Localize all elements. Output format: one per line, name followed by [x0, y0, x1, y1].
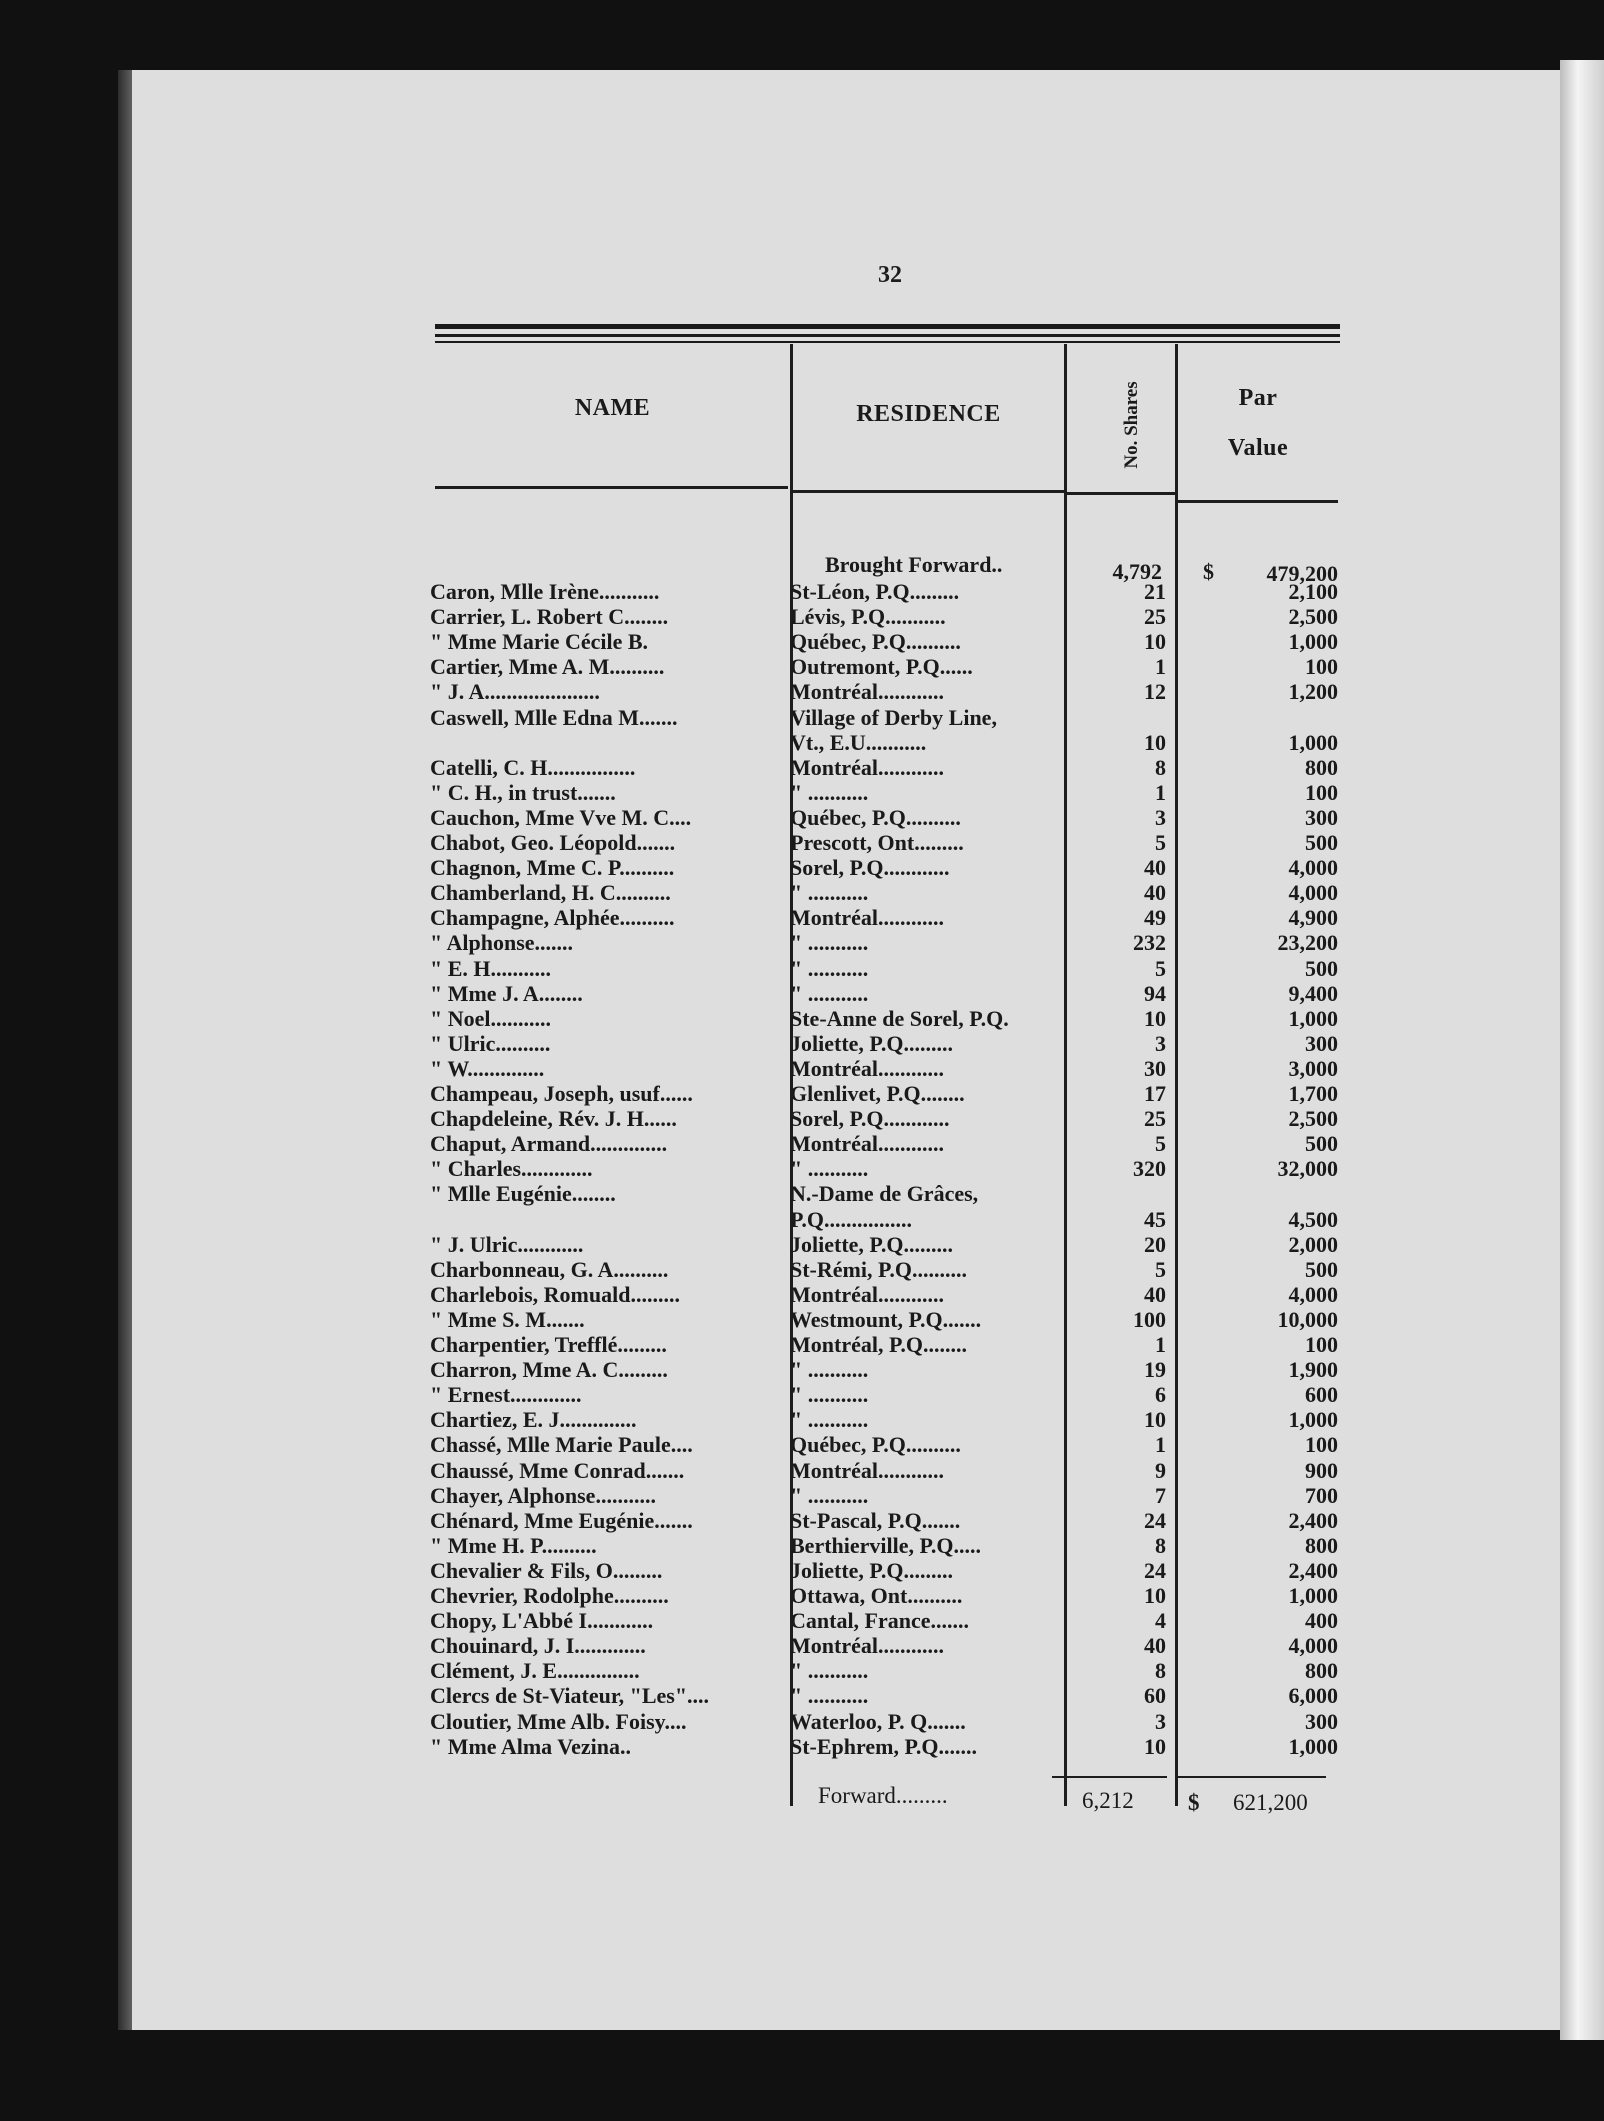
row-residence: Lévis, P.Q...........: [790, 605, 946, 629]
row-residence: Québec, P.Q..........: [790, 806, 961, 830]
row-shares: 10: [1144, 1735, 1166, 1759]
row-shares: 10: [1144, 1584, 1166, 1608]
row-residence: " ...........: [790, 881, 869, 905]
row-shares: 10: [1144, 731, 1166, 755]
row-name: Clercs de St-Viateur, "Les"....: [430, 1684, 710, 1708]
row-shares: 9: [1155, 1459, 1166, 1483]
row-residence: Westmount, P.Q.......: [790, 1308, 982, 1332]
row-residence: Montréal............: [790, 1057, 944, 1081]
row-name: Champagne, Alphée..........: [430, 906, 675, 930]
row-value: 500: [1305, 1258, 1338, 1282]
row-shares: 10: [1144, 1408, 1166, 1432]
row-value: 2,500: [1288, 1107, 1338, 1131]
row-name: " Charles.............: [430, 1157, 593, 1181]
header-underline-shares: [1067, 492, 1175, 495]
row-shares: 1: [1155, 655, 1166, 679]
row-name: " Mme S. M.......: [430, 1308, 585, 1332]
row-residence: Montréal............: [790, 1132, 944, 1156]
row-residence: St-Léon, P.Q.........: [790, 580, 960, 604]
row-residence: " ...........: [790, 1408, 869, 1432]
row-residence: " ...........: [790, 781, 869, 805]
row-shares: 232: [1133, 931, 1166, 955]
row-shares: 6: [1155, 1383, 1166, 1407]
row-name: " Ulric..........: [430, 1032, 551, 1056]
row-residence: Ste-Anne de Sorel, P.Q.: [790, 1007, 1009, 1031]
row-shares: 40: [1144, 881, 1166, 905]
row-residence: Vt., E.U...........: [790, 731, 927, 755]
row-residence: Montréal, P.Q........: [790, 1333, 967, 1357]
row-residence: Montréal............: [790, 1283, 944, 1307]
row-value: 1,200: [1288, 680, 1338, 704]
row-name: Chartiez, E. J..............: [430, 1408, 637, 1432]
row-residence: Joliette, P.Q.........: [790, 1032, 953, 1056]
row-residence: St-Ephrem, P.Q.......: [790, 1735, 978, 1759]
header-residence: RESIDENCE: [856, 401, 1001, 427]
row-residence: Prescott, Ont.........: [790, 831, 964, 855]
row-value: 600: [1305, 1383, 1338, 1407]
row-name: Caswell, Mlle Edna M.......: [430, 706, 678, 730]
row-name: Chevrier, Rodolphe..........: [430, 1584, 669, 1608]
row-shares: 10: [1144, 630, 1166, 654]
row-shares: 21: [1144, 580, 1166, 604]
row-value: 2,500: [1288, 605, 1338, 629]
row-name: " E. H...........: [430, 957, 551, 981]
row-residence: Ottawa, Ont..........: [790, 1584, 963, 1608]
row-residence: P.Q................: [790, 1208, 913, 1232]
row-residence: Outremont, P.Q......: [790, 655, 973, 679]
row-residence: Montréal............: [790, 906, 944, 930]
row-value: 500: [1305, 831, 1338, 855]
row-name: Chopy, L'Abbé I............: [430, 1609, 654, 1633]
row-residence: N.-Dame de Grâces,: [790, 1182, 979, 1206]
top-rule-secondary: [435, 334, 1340, 337]
row-shares: 5: [1155, 831, 1166, 855]
row-name: Charlebois, Romuald.........: [430, 1283, 680, 1307]
row-value: 4,000: [1288, 1634, 1338, 1658]
row-residence: Québec, P.Q..........: [790, 1433, 961, 1457]
row-shares: 25: [1144, 605, 1166, 629]
row-residence: Joliette, P.Q.........: [790, 1233, 953, 1257]
row-value: 23,200: [1277, 931, 1338, 955]
row-name: " Ernest.............: [430, 1383, 582, 1407]
row-value: 1,000: [1288, 1735, 1338, 1759]
header-value: Value: [1227, 435, 1289, 461]
row-name: Cloutier, Mme Alb. Foisy....: [430, 1710, 687, 1734]
row-name: Chayer, Alphonse...........: [430, 1484, 656, 1508]
row-residence: " ...........: [790, 1383, 869, 1407]
header-underline-name: [435, 486, 788, 489]
row-residence: Village of Derby Line,: [790, 706, 997, 730]
row-shares: 4: [1155, 1609, 1166, 1633]
row-value: 800: [1305, 756, 1338, 780]
row-residence: Waterloo, P. Q.......: [790, 1710, 966, 1734]
row-residence: Berthierville, P.Q.....: [790, 1534, 982, 1558]
row-value: 4,000: [1288, 881, 1338, 905]
row-name: Chagnon, Mme C. P..........: [430, 856, 675, 880]
row-residence: " ...........: [790, 982, 869, 1006]
brought-forward-value: 479,200: [1266, 562, 1338, 586]
row-name: Chaput, Armand..............: [430, 1132, 668, 1156]
row-name: Chabot, Geo. Léopold.......: [430, 831, 676, 855]
row-shares: 94: [1144, 982, 1166, 1006]
row-name: Clément, J. E...............: [430, 1659, 640, 1683]
row-name: Champeau, Joseph, usuf......: [430, 1082, 693, 1106]
row-value: 2,400: [1288, 1509, 1338, 1533]
row-name: Chassé, Mlle Marie Paule....: [430, 1433, 693, 1457]
row-name: " Noel...........: [430, 1007, 551, 1031]
row-name: " Mme Alma Vezina..: [430, 1735, 632, 1759]
row-shares: 3: [1155, 1032, 1166, 1056]
row-shares: 17: [1144, 1082, 1166, 1106]
header-underline-value: [1178, 500, 1338, 503]
row-name: " W..............: [430, 1057, 545, 1081]
row-name: " C. H., in trust.......: [430, 781, 616, 805]
row-shares: 8: [1155, 1659, 1166, 1683]
row-name: " Alphonse.......: [430, 931, 574, 955]
row-name: Caron, Mlle Irène...........: [430, 580, 660, 604]
forward-rule-shares: [1052, 1776, 1167, 1778]
row-name: " Mme H. P..........: [430, 1534, 597, 1558]
row-name: Charbonneau, G. A..........: [430, 1258, 669, 1282]
row-value: 100: [1305, 1433, 1338, 1457]
row-residence: " ...........: [790, 1157, 869, 1181]
row-residence: Sorel, P.Q............: [790, 856, 950, 880]
row-shares: 20: [1144, 1233, 1166, 1257]
row-shares: 40: [1144, 856, 1166, 880]
row-name: Catelli, C. H................: [430, 756, 636, 780]
row-value: 3,000: [1288, 1057, 1338, 1081]
row-shares: 25: [1144, 1107, 1166, 1131]
row-name: Chapdeleine, Rév. J. H......: [430, 1107, 677, 1131]
row-value: 10,000: [1277, 1308, 1338, 1332]
row-name: Charron, Mme A. C.........: [430, 1358, 668, 1382]
row-shares: 40: [1144, 1634, 1166, 1658]
row-shares: 12: [1144, 680, 1166, 704]
divider-shares-value: [1175, 344, 1178, 1806]
top-rule-tertiary: [435, 341, 1340, 343]
forward-value: 621,200: [1233, 1790, 1308, 1815]
row-value: 1,000: [1288, 731, 1338, 755]
row-name: Charpentier, Trefflé.........: [430, 1333, 667, 1357]
row-residence: St-Rémi, P.Q..........: [790, 1258, 968, 1282]
header-shares: No. Shares: [1121, 381, 1142, 469]
row-value: 500: [1305, 957, 1338, 981]
row-name: Carrier, L. Robert C........: [430, 605, 669, 629]
row-value: 2,100: [1288, 580, 1338, 604]
row-shares: 5: [1155, 957, 1166, 981]
row-value: 300: [1305, 1032, 1338, 1056]
row-residence: " ...........: [790, 931, 869, 955]
row-shares: 1: [1155, 781, 1166, 805]
row-name: Chénard, Mme Eugénie.......: [430, 1509, 693, 1533]
row-value: 9,400: [1288, 982, 1338, 1006]
row-shares: 24: [1144, 1559, 1166, 1583]
row-value: 100: [1305, 655, 1338, 679]
row-value: 2,000: [1288, 1233, 1338, 1257]
row-value: 800: [1305, 1659, 1338, 1683]
forward-shares: 6,212: [1082, 1788, 1134, 1813]
row-value: 1,900: [1288, 1358, 1338, 1382]
brought-forward-label: Brought Forward..: [825, 553, 1003, 577]
row-shares: 3: [1155, 1710, 1166, 1734]
page-number: 32: [878, 262, 902, 288]
row-value: 300: [1305, 806, 1338, 830]
row-shares: 3: [1155, 806, 1166, 830]
row-name: " Mme J. A........: [430, 982, 583, 1006]
brought-forward-currency: $: [1203, 560, 1214, 584]
row-name: Chaussé, Mme Conrad.......: [430, 1459, 685, 1483]
row-name: Cartier, Mme A. M..........: [430, 655, 665, 679]
row-residence: " ...........: [790, 1659, 869, 1683]
row-value: 100: [1305, 1333, 1338, 1357]
row-shares: 1: [1155, 1433, 1166, 1457]
row-value: 1,700: [1288, 1082, 1338, 1106]
row-value: 400: [1305, 1609, 1338, 1633]
row-name: " Mlle Eugénie........: [430, 1182, 616, 1206]
row-residence: " ...........: [790, 1684, 869, 1708]
row-residence: Montréal............: [790, 756, 944, 780]
row-shares: 40: [1144, 1283, 1166, 1307]
row-shares: 10: [1144, 1007, 1166, 1031]
row-shares: 7: [1155, 1484, 1166, 1508]
row-shares: 45: [1144, 1208, 1166, 1232]
row-residence: Glenlivet, P.Q........: [790, 1082, 965, 1106]
row-residence: St-Pascal, P.Q.......: [790, 1509, 961, 1533]
row-value: 300: [1305, 1710, 1338, 1734]
row-value: 700: [1305, 1484, 1338, 1508]
header-par: Par: [1238, 385, 1278, 411]
row-shares: 100: [1133, 1308, 1166, 1332]
row-value: 800: [1305, 1534, 1338, 1558]
row-value: 6,000: [1288, 1684, 1338, 1708]
top-rule: [435, 324, 1340, 329]
row-residence: Montréal............: [790, 1459, 944, 1483]
book-spine: [1560, 60, 1604, 2040]
row-shares: 49: [1144, 906, 1166, 930]
row-name: Chevalier & Fils, O.........: [430, 1559, 663, 1583]
row-value: 32,000: [1277, 1157, 1338, 1181]
row-shares: 8: [1155, 756, 1166, 780]
header-underline-residence: [793, 490, 1064, 493]
row-value: 100: [1305, 781, 1338, 805]
row-name: " J. Ulric............: [430, 1233, 584, 1257]
row-shares: 30: [1144, 1057, 1166, 1081]
row-name: Chouinard, J. I.............: [430, 1634, 646, 1658]
row-residence: Montréal............: [790, 1634, 944, 1658]
row-value: 900: [1305, 1459, 1338, 1483]
row-name: Cauchon, Mme Vve M. C....: [430, 806, 692, 830]
row-residence: Sorel, P.Q............: [790, 1107, 950, 1131]
row-shares: 60: [1144, 1684, 1166, 1708]
row-value: 1,000: [1288, 1408, 1338, 1432]
row-value: 4,900: [1288, 906, 1338, 930]
row-shares: 19: [1144, 1358, 1166, 1382]
row-name: " J. A.....................: [430, 680, 600, 704]
row-residence: " ...........: [790, 957, 869, 981]
row-shares: 320: [1133, 1157, 1166, 1181]
row-value: 2,400: [1288, 1559, 1338, 1583]
row-value: 1,000: [1288, 1584, 1338, 1608]
row-name: " Mme Marie Cécile B.: [430, 630, 649, 654]
row-value: 4,000: [1288, 856, 1338, 880]
row-value: 500: [1305, 1132, 1338, 1156]
row-residence: Cantal, France.......: [790, 1609, 970, 1633]
brought-forward-shares: 4,792: [1112, 560, 1162, 584]
row-name: Chamberland, H. C..........: [430, 881, 671, 905]
row-shares: 1: [1155, 1333, 1166, 1357]
row-residence: Montréal............: [790, 680, 944, 704]
row-value: 1,000: [1288, 630, 1338, 654]
row-residence: Joliette, P.Q.........: [790, 1559, 953, 1583]
row-shares: 24: [1144, 1509, 1166, 1533]
row-residence: " ...........: [790, 1358, 869, 1382]
header-name: NAME: [574, 395, 651, 421]
forward-currency: $: [1188, 1790, 1200, 1815]
row-value: 1,000: [1288, 1007, 1338, 1031]
forward-rule-value: [1178, 1776, 1326, 1778]
row-residence: Québec, P.Q..........: [790, 630, 961, 654]
row-shares: 5: [1155, 1258, 1166, 1282]
divider-residence-shares: [1064, 344, 1067, 1806]
row-shares: 5: [1155, 1132, 1166, 1156]
forward-label: Forward.........: [818, 1783, 948, 1808]
row-value: 4,000: [1288, 1283, 1338, 1307]
row-residence: " ...........: [790, 1484, 869, 1508]
row-value: 4,500: [1288, 1208, 1338, 1232]
row-shares: 8: [1155, 1534, 1166, 1558]
